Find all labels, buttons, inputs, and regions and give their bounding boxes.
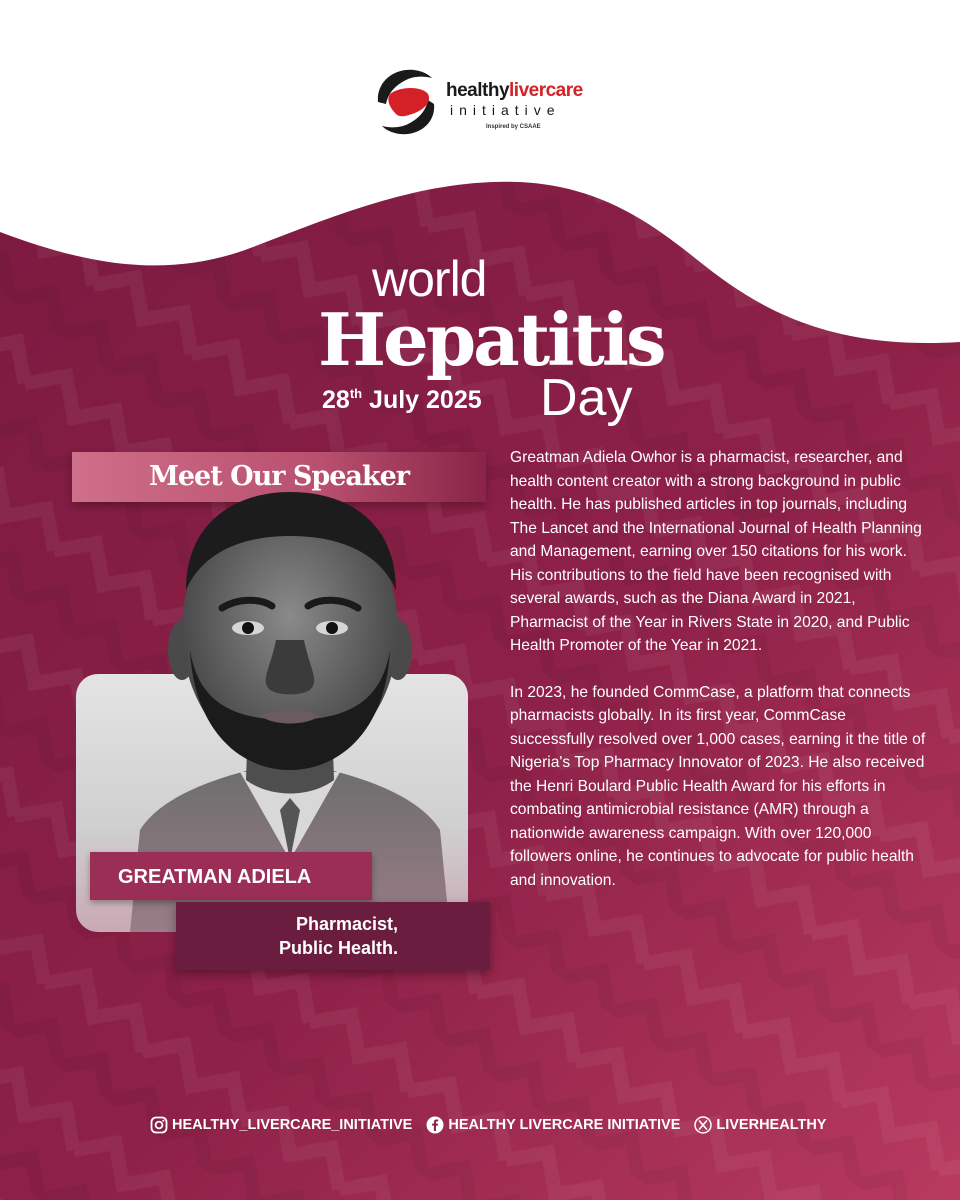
- hands-liver-logo-icon: [370, 64, 442, 140]
- logo-subtitle: initiative: [450, 102, 561, 118]
- instagram-icon: [150, 1116, 168, 1134]
- social-links: [150, 1112, 826, 1138]
- speaker-role-line-2: Public Health.: [278, 938, 398, 958]
- event-date: 28th July 2025: [322, 386, 482, 414]
- title-hepatitis: Hepatitis: [318, 297, 664, 382]
- facebook-handle: HEALTHY LIVERCARE INITIATIVE: [448, 1117, 681, 1133]
- speaker-name: GREATMAN ADIELA: [118, 866, 312, 888]
- bio-paragraph-2: In 2023, he founded CommCase, a platform that connects pharmacists globally. In its first year, CommCase successfully resolved over 1,000 cases, earning it the title of Nigeria's Top Pharmacy Innovator of 2023. He also received the Henri Boulard Public Health Award for his efforts in combating antimicrobial resistance (AMR) through a nationwide awareness campaign. With over 120,000 followers online, he continues to advocate for public health and innovation.: [510, 683, 926, 889]
- logo-tagline: Inspired by CSAAE: [486, 124, 541, 130]
- speaker-bio: [510, 446, 930, 892]
- social-facebook[interactable]: [426, 1116, 680, 1134]
- bio-paragraph-1: Greatman Adiela Owhor is a pharmacist, researcher, and health content creator with a strong background in public health. He has published articles in top journals, including The Lancet and the International Journal of Health Planning and Management, earning over 150 citations for his work. His contributions to the field have been recognised with several awards, such as the Diana Award in 2021, Pharmacist of the Year in Rivers State in 2020, and Public Health Promoter of the Year in 2021.: [510, 449, 922, 654]
- speaker-role-line-1: Pharmacist,: [295, 914, 398, 934]
- speaker-role-plate: [176, 902, 490, 970]
- title-world: world: [372, 251, 487, 307]
- logo: [370, 64, 610, 144]
- facebook-icon: [426, 1116, 444, 1134]
- instagram-handle: HEALTHY_LIVERCARE_INITIATIVE: [172, 1117, 413, 1133]
- x-handle: LIVERHEALTHY: [716, 1117, 827, 1133]
- logo-brand: healthylivercare: [446, 80, 583, 101]
- social-x[interactable]: [694, 1116, 826, 1134]
- social-instagram[interactable]: [150, 1116, 412, 1134]
- speaker-name-plate: [90, 852, 372, 900]
- meet-speaker-text: Meet Our Speaker: [148, 461, 410, 492]
- title-day: Day: [540, 369, 633, 427]
- x-icon: [694, 1116, 712, 1134]
